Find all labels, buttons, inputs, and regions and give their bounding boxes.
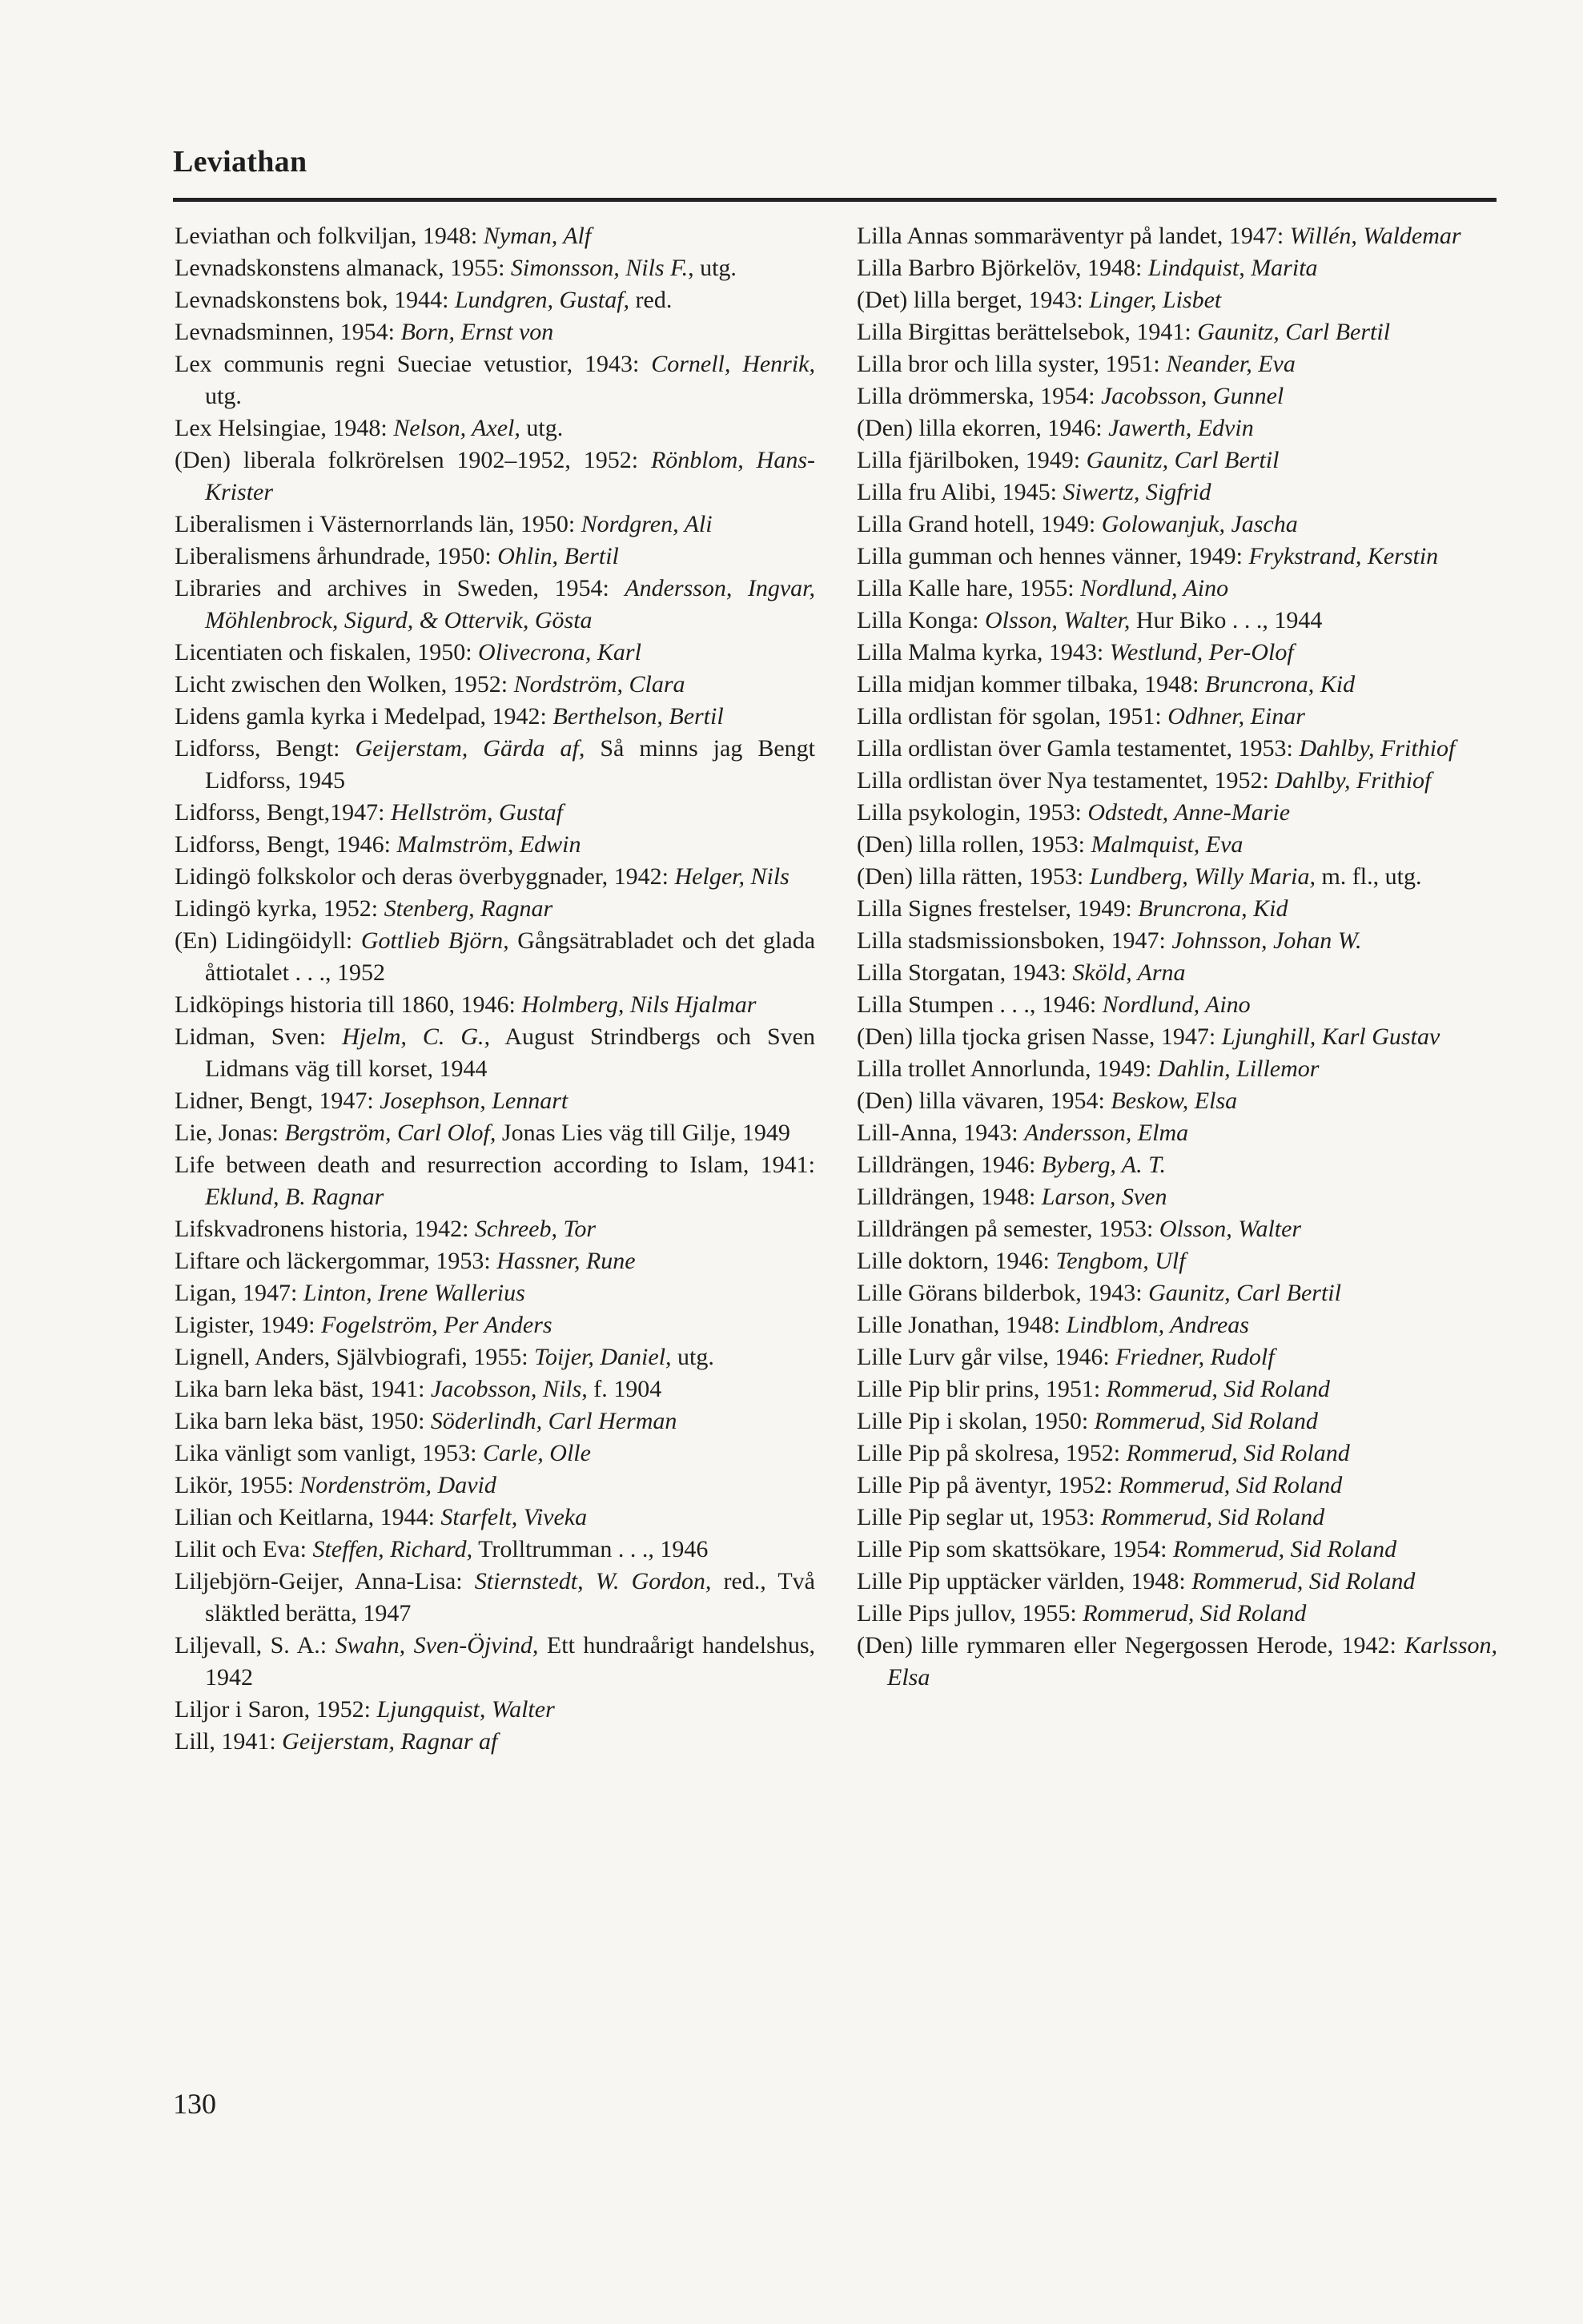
entry-author: Bergström, Carl Olof, (284, 1120, 496, 1146)
index-entry (857, 1149, 1497, 1181)
entry-author: Bruncrona, Kid (1138, 895, 1288, 922)
index-entry (857, 220, 1497, 252)
entry-author: Ljunghill, Karl Gustav (1221, 1023, 1440, 1050)
entry-title: Lilla trollet Annorlunda, 1949: (857, 1055, 1158, 1082)
entry-title: Liljevall, S. A.: (175, 1632, 335, 1659)
entry-author: Friedner, Rudolf (1115, 1344, 1275, 1370)
entry-author: Rommerud, Sid Roland (1083, 1600, 1307, 1626)
header-rule (173, 198, 1497, 202)
entry-title: Lill-Anna, 1943: (857, 1120, 1025, 1146)
index-entry (175, 541, 815, 573)
index-entry (857, 412, 1497, 444)
entry-author: Born, Ernst von (400, 319, 554, 345)
entry-author: Berthelson, Bertil (552, 703, 724, 730)
entry-note: f. 1904 (587, 1376, 662, 1402)
entry-title: Lika barn leka bäst, 1941: (175, 1376, 431, 1402)
index-entry (857, 1053, 1497, 1085)
index-entry (175, 1309, 815, 1341)
entry-author: Rommerud, Sid Roland (1106, 1376, 1330, 1402)
entry-author: Andersson, Ingvar, Möhlenbrock, Sigurd, & Ottervik, Gösta (205, 575, 815, 633)
entry-title: Lille Jonathan, 1948: (857, 1312, 1067, 1338)
entry-author: Nelson, Axel, (393, 415, 520, 441)
index-entry (175, 444, 815, 509)
index-entry (175, 220, 815, 252)
entry-author: Rommerud, Sid Roland (1191, 1568, 1416, 1594)
entry-title: Lill, 1941: (175, 1728, 283, 1755)
entry-author: Frykstrand, Kerstin (1248, 543, 1439, 569)
entry-title: Lignell, Anders, Självbiografi, 1955: (175, 1344, 535, 1370)
entry-author: Starfelt, Viveka (440, 1504, 588, 1530)
index-entry (857, 1021, 1497, 1053)
entry-title: (Den) lilla rollen, 1953: (857, 831, 1091, 858)
entry-author: Schreeb, Tor (474, 1216, 597, 1242)
index-entry (175, 1373, 815, 1405)
entry-author: Josephson, Lennart (380, 1088, 569, 1114)
entry-title: Lilian och Keitlarna, 1944: (175, 1504, 441, 1530)
entry-title: Lille Pip i skolan, 1950: (857, 1408, 1095, 1434)
entry-author: Simonsson, Nils F. (510, 255, 689, 281)
entry-title: Lille Lurv går vilse, 1946: (857, 1344, 1116, 1370)
entry-note: red., Två släktled berätta, 1947 (205, 1568, 815, 1626)
entry-author: Odhner, Einar (1167, 703, 1305, 730)
index-entry (857, 1598, 1497, 1630)
entry-author: Rommerud, Sid Roland (1100, 1504, 1325, 1530)
index-entry (175, 1437, 815, 1470)
entry-author: Jacobsson, Nils, (430, 1376, 588, 1402)
entry-author: Gottlieb Björn, (360, 927, 509, 954)
entry-author: Lindblom, Andreas (1066, 1312, 1249, 1338)
index-entry (857, 637, 1497, 669)
entry-note: August Strindbergs och Sven Lidmans väg till korset, 1944 (205, 1023, 815, 1082)
entry-author: Bruncrona, Kid (1204, 671, 1356, 698)
index-entry (175, 573, 815, 637)
entry-title: Lille Pips jullov, 1955: (857, 1600, 1083, 1626)
entry-title: Lilla fjärilboken, 1949: (857, 447, 1087, 473)
entry-note: Trolltrumman . . ., 1946 (472, 1536, 709, 1562)
entry-title: Lilit och Eva: (175, 1536, 313, 1562)
entry-title: Lex Helsingiae, 1948: (175, 415, 394, 441)
entry-note: m. fl., utg. (1315, 863, 1422, 890)
index-entry (857, 541, 1497, 573)
entry-title: Life between death and resurrection according to Islam, 1941: (175, 1152, 815, 1178)
entry-title: Lidingö folkskolor och deras överbyggnader, 1942: (175, 863, 675, 890)
entry-title: Lilla ordlistan över Gamla testamentet, 1953: (857, 735, 1300, 762)
entry-title: Lie, Jonas: (175, 1120, 285, 1146)
entry-title: Lilla Storgatan, 1943: (857, 959, 1073, 986)
index-entry (857, 605, 1497, 637)
index-entry (857, 476, 1497, 509)
entry-title: Ligister, 1949: (175, 1312, 321, 1338)
entry-author: Nordlund, Aino (1080, 575, 1229, 601)
entry-author: Toijer, Daniel, (534, 1344, 672, 1370)
entry-title: Lilla Barbro Björkelöv, 1948: (857, 255, 1148, 281)
entry-author: Gaunitz, Carl Bertil (1197, 319, 1391, 345)
entry-author: Nordlund, Aino (1102, 991, 1251, 1018)
entry-author: Olivecrona, Karl (478, 639, 641, 665)
entry-title: Lidforss, Bengt,1947: (175, 799, 391, 826)
entry-title: Lidköpings historia till 1860, 1946: (175, 991, 522, 1018)
index-entry (175, 701, 815, 733)
index-entry (175, 989, 815, 1021)
entry-author: Stiernstedt, W. Gordon, (474, 1568, 712, 1594)
entry-title: Lilla Birgittas berättelsebok, 1941: (857, 319, 1198, 345)
index-entry (175, 412, 815, 444)
entry-author: Nyman, Alf (483, 223, 592, 249)
index-entry (857, 701, 1497, 733)
index-entry (857, 444, 1497, 476)
entry-author: Gaunitz, Carl Bertil (1086, 447, 1280, 473)
index-entry (857, 669, 1497, 701)
entry-author: Byberg, A. T. (1041, 1152, 1167, 1178)
entry-title: (Den) liberala folkrörelsen 1902–1952, 1952: (175, 447, 651, 473)
entry-title: Liberalismen i Västernorrlands län, 1950: (175, 511, 581, 537)
index-entry (175, 1566, 815, 1630)
entry-author: Olsson, Walter, (984, 607, 1131, 633)
entry-title: Lidforss, Bengt: (175, 735, 356, 762)
entry-title: Lilla Signes frestelser, 1949: (857, 895, 1139, 922)
entry-title: Lidingö kyrka, 1952: (175, 895, 384, 922)
entry-title: Lilla Kalle hare, 1955: (857, 575, 1081, 601)
entry-author: Neander, Eva (1166, 351, 1296, 377)
entry-title: Libraries and archives in Sweden, 1954: (175, 575, 625, 601)
index-entry (857, 348, 1497, 380)
entry-title: Lille Pip som skattsökare, 1954: (857, 1536, 1173, 1562)
entry-title: Liljebjörn-Geijer, Anna-Lisa: (175, 1568, 475, 1594)
entry-title: Lidforss, Bengt, 1946: (175, 831, 397, 858)
entry-author: Westlund, Per-Olof (1109, 639, 1294, 665)
entry-title: Liftare och läckergommar, 1953: (175, 1248, 497, 1274)
entry-author: Johnsson, Johan W. (1171, 927, 1362, 954)
entry-title: Levnadskonstens almanack, 1955: (175, 255, 511, 281)
entry-title: Liberalismens århundrade, 1950: (175, 543, 498, 569)
index-entry (857, 573, 1497, 605)
entry-title: Lidens gamla kyrka i Medelpad, 1942: (175, 703, 553, 730)
entry-note: utg. (671, 1344, 714, 1370)
index-entry (175, 893, 815, 925)
entry-note: Ett hundraårigt handelshus, 1942 (205, 1632, 815, 1691)
entry-title: Lilla stadsmissionsboken, 1947: (857, 927, 1172, 954)
entry-title: Lilldrängen, 1946: (857, 1152, 1042, 1178)
entry-title: Liljor i Saron, 1952: (175, 1696, 377, 1723)
entry-author: Gaunitz, Carl Bertil (1148, 1280, 1341, 1306)
entry-title: Levnadsminnen, 1954: (175, 319, 401, 345)
index-entry (857, 733, 1497, 765)
index-entry (175, 1149, 815, 1213)
index-entry (857, 316, 1497, 348)
entry-author: Stenberg, Ragnar (384, 895, 553, 922)
entry-title: (Den) lille rymmaren eller Negergossen Herode, 1942: (857, 1632, 1405, 1659)
entry-author: Fogelström, Per Anders (320, 1312, 552, 1338)
entry-title: (Den) lilla vävaren, 1954: (857, 1088, 1111, 1114)
entry-author: Linton, Irene Wallerius (303, 1280, 525, 1306)
index-entry (857, 380, 1497, 412)
index-entry (175, 1694, 815, 1726)
right-column (857, 220, 1497, 1694)
index-entry (857, 1437, 1497, 1470)
entry-title: (En) Lidingöidyll: (175, 927, 361, 954)
index-entry (857, 1566, 1497, 1598)
entry-author: Ljungquist, Walter (376, 1696, 555, 1723)
entry-title: Lilla drömmerska, 1954: (857, 383, 1101, 409)
entry-title: Levnadskonstens bok, 1944: (175, 287, 455, 313)
entry-author: Hjelm, C. G., (342, 1023, 490, 1050)
entry-note: red. (629, 287, 673, 313)
entry-author: Ohlin, Bertil (497, 543, 619, 569)
index-entry (175, 733, 815, 797)
entry-author: Nordenström, David (299, 1472, 496, 1498)
entry-title: Lilla ordlistan över Nya testamentet, 1952: (857, 767, 1276, 794)
entry-author: Geijerstam, Ragnar af (282, 1728, 498, 1755)
index-entry (175, 284, 815, 316)
entry-title: Lika barn leka bäst, 1950: (175, 1408, 431, 1434)
entry-author: Swahn, Sven-Öjvind, (335, 1632, 539, 1659)
entry-author: Rommerud, Sid Roland (1126, 1440, 1350, 1466)
entry-author: Tengbom, Ulf (1055, 1248, 1186, 1274)
entry-author: Nordström, Clara (513, 671, 685, 698)
entry-note: utg. (205, 383, 242, 409)
entry-title: Lilla Malma kyrka, 1943: (857, 639, 1110, 665)
index-entry (857, 797, 1497, 829)
entry-title: Lilla bror och lilla syster, 1951: (857, 351, 1167, 377)
entry-author: Carle, Olle (482, 1440, 591, 1466)
entry-note: Gångsätrabladet och det glada åttiotalet . . ., 1952 (205, 927, 816, 986)
index-entry (857, 861, 1497, 893)
index-entry (175, 829, 815, 861)
entry-author: Rommerud, Sid Roland (1119, 1472, 1343, 1498)
entry-title: (Den) lilla ekorren, 1946: (857, 415, 1109, 441)
index-entry (857, 509, 1497, 541)
entry-author: Linger, Lisbet (1089, 287, 1222, 313)
index-entry (175, 509, 815, 541)
index-entry (857, 1470, 1497, 1502)
index-entry (857, 284, 1497, 316)
index-entry (857, 1405, 1497, 1437)
entry-title: Lilla psykologin, 1953: (857, 799, 1088, 826)
entry-author: Jawerth, Edvin (1108, 415, 1254, 441)
entry-author: Hellström, Gustaf (391, 799, 564, 826)
index-entry (857, 252, 1497, 284)
index-entry (175, 1470, 815, 1502)
entry-title: Lilla Grand hotell, 1949: (857, 511, 1102, 537)
entry-author: Malmström, Edwin (396, 831, 581, 858)
entry-note: Jonas Lies väg till Gilje, 1949 (496, 1120, 790, 1146)
entry-author: Söderlindh, Carl Herman (430, 1408, 677, 1434)
index-entry (175, 1630, 815, 1694)
index-entry (175, 1117, 815, 1149)
entry-title: Lidner, Bengt, 1947: (175, 1088, 380, 1114)
entry-title: Lilldrängen på semester, 1953: (857, 1216, 1159, 1242)
page-title: Leviathan (173, 145, 307, 179)
index-entry (857, 829, 1497, 861)
index-entry (857, 765, 1497, 797)
entry-author: Steffen, Richard, (312, 1536, 473, 1562)
entry-author: Odstedt, Anne-Marie (1087, 799, 1291, 826)
index-entry (857, 1213, 1497, 1245)
index-entry (175, 252, 815, 284)
index-entry (175, 1085, 815, 1117)
index-entry (857, 1085, 1497, 1117)
entry-title: Lille Pip upptäcker världen, 1948: (857, 1568, 1192, 1594)
index-entry (175, 797, 815, 829)
entry-title: Lilla ordlistan för sgolan, 1951: (857, 703, 1168, 730)
index-entry (175, 1534, 815, 1566)
entry-note: , utg. (688, 255, 737, 281)
index-entry (175, 1341, 815, 1373)
entry-title: (Den) lilla rätten, 1953: (857, 863, 1090, 890)
entry-author: Eklund, B. Ragnar (205, 1184, 384, 1210)
entry-note: utg. (520, 415, 564, 441)
entry-title: (Den) lilla tjocka grisen Nasse, 1947: (857, 1023, 1222, 1050)
entry-title: Licentiaten och fiskalen, 1950: (175, 639, 479, 665)
entry-title: Licht zwischen den Wolken, 1952: (175, 671, 514, 698)
index-entry (175, 669, 815, 701)
entry-author: Jacobsson, Gunnel (1100, 383, 1284, 409)
left-column (175, 220, 815, 1758)
index-entry (175, 1021, 815, 1085)
index-entry (857, 1630, 1497, 1694)
entry-title: Lika vänligt som vanligt, 1953: (175, 1440, 483, 1466)
index-entry (857, 893, 1497, 925)
index-entry (175, 1502, 815, 1534)
entry-title: Lille Pip på skolresa, 1952: (857, 1440, 1127, 1466)
entry-author: Helger, Nils (674, 863, 789, 890)
entry-title: Lilla Stumpen . . ., 1946: (857, 991, 1103, 1018)
index-entry (857, 1534, 1497, 1566)
entry-author: Beskow, Elsa (1111, 1088, 1238, 1114)
entry-title: Lidman, Sven: (175, 1023, 343, 1050)
entry-author: Dahlby, Frithiof (1275, 767, 1432, 794)
index-entry (857, 957, 1497, 989)
index-entry (175, 925, 815, 989)
entry-author: Larson, Sven (1041, 1184, 1167, 1210)
entry-title: Lille doktorn, 1946: (857, 1248, 1056, 1274)
entry-title: (Det) lilla berget, 1943: (857, 287, 1090, 313)
entry-author: Geijerstam, Gärda af, (355, 735, 585, 762)
entry-title: Ligan, 1947: (175, 1280, 303, 1306)
entry-title: Lilla gumman och hennes vänner, 1949: (857, 543, 1249, 569)
entry-title: Lilla midjan kommer tilbaka, 1948: (857, 671, 1205, 698)
index-entry (175, 1405, 815, 1437)
entry-author: Dahlby, Frithiof (1299, 735, 1456, 762)
entry-title: Leviathan och folkviljan, 1948: (175, 223, 484, 249)
index-entry (857, 1117, 1497, 1149)
entry-author: Hassner, Rune (496, 1248, 636, 1274)
entry-author: Holmberg, Nils Hjalmar (521, 991, 757, 1018)
index-entry (175, 637, 815, 669)
entry-author: Olsson, Walter (1159, 1216, 1302, 1242)
entry-author: Willén, Waldemar (1289, 223, 1461, 249)
index-entry (175, 348, 815, 412)
entry-author: Andersson, Elma (1024, 1120, 1189, 1146)
entry-title: Lille Pip seglar ut, 1953: (857, 1504, 1101, 1530)
entry-title: Lille Pip på äventyr, 1952: (857, 1472, 1119, 1498)
entry-title: Lille Pip blir prins, 1951: (857, 1376, 1107, 1402)
entry-author: Dahlin, Lillemor (1157, 1055, 1320, 1082)
entry-author: Sköld, Arna (1072, 959, 1186, 986)
entry-author: Karlsson, Elsa (887, 1632, 1497, 1691)
entry-title: Likör, 1955: (175, 1472, 300, 1498)
index-entry (857, 925, 1497, 957)
entry-note: Hur Biko . . ., 1944 (1130, 607, 1323, 633)
entry-author: Lundgren, Gustaf, (454, 287, 630, 313)
index-entry (175, 1726, 815, 1758)
index-entry (175, 1245, 815, 1277)
entry-title: Lilla Konga: (857, 607, 985, 633)
entry-title: Lex communis regni Sueciae vetustior, 1943: (175, 351, 652, 377)
index-entry (857, 1181, 1497, 1213)
index-entry (175, 1277, 815, 1309)
index-entry (857, 989, 1497, 1021)
entry-title: Lilla fru Alibi, 1945: (857, 479, 1063, 505)
index-entry (175, 1213, 815, 1245)
entry-author: Lindquist, Marita (1147, 255, 1318, 281)
entry-title: Lilla Annas sommaräventyr på landet, 1947: (857, 223, 1290, 249)
entry-author: Nordgren, Ali (581, 511, 713, 537)
entry-note: Så minns jag Bengt Lidforss, 1945 (205, 735, 815, 794)
entry-title: Lilldrängen, 1948: (857, 1184, 1042, 1210)
entry-author: Lundberg, Willy Maria, (1089, 863, 1316, 890)
page-number: 130 (173, 2088, 216, 2120)
entry-author: Rönblom, Hans-Krister (205, 447, 815, 505)
entry-title: Lifskvadronens historia, 1942: (175, 1216, 475, 1242)
index-entry (175, 861, 815, 893)
index-entry (857, 1309, 1497, 1341)
entry-author: Malmquist, Eva (1091, 831, 1243, 858)
index-entry (857, 1502, 1497, 1534)
index-entry (175, 316, 815, 348)
entry-title: Lille Görans bilderbok, 1943: (857, 1280, 1149, 1306)
entry-author: Rommerud, Sid Roland (1094, 1408, 1318, 1434)
index-entry (857, 1373, 1497, 1405)
entry-author: Cornell, Henrik, (651, 351, 815, 377)
entry-author: Golowanjuk, Jascha (1101, 511, 1298, 537)
index-entry (857, 1341, 1497, 1373)
entry-author: Rommerud, Sid Roland (1172, 1536, 1397, 1562)
index-entry (857, 1245, 1497, 1277)
entry-author: Siwertz, Sigfrid (1063, 479, 1211, 505)
index-entry (857, 1277, 1497, 1309)
